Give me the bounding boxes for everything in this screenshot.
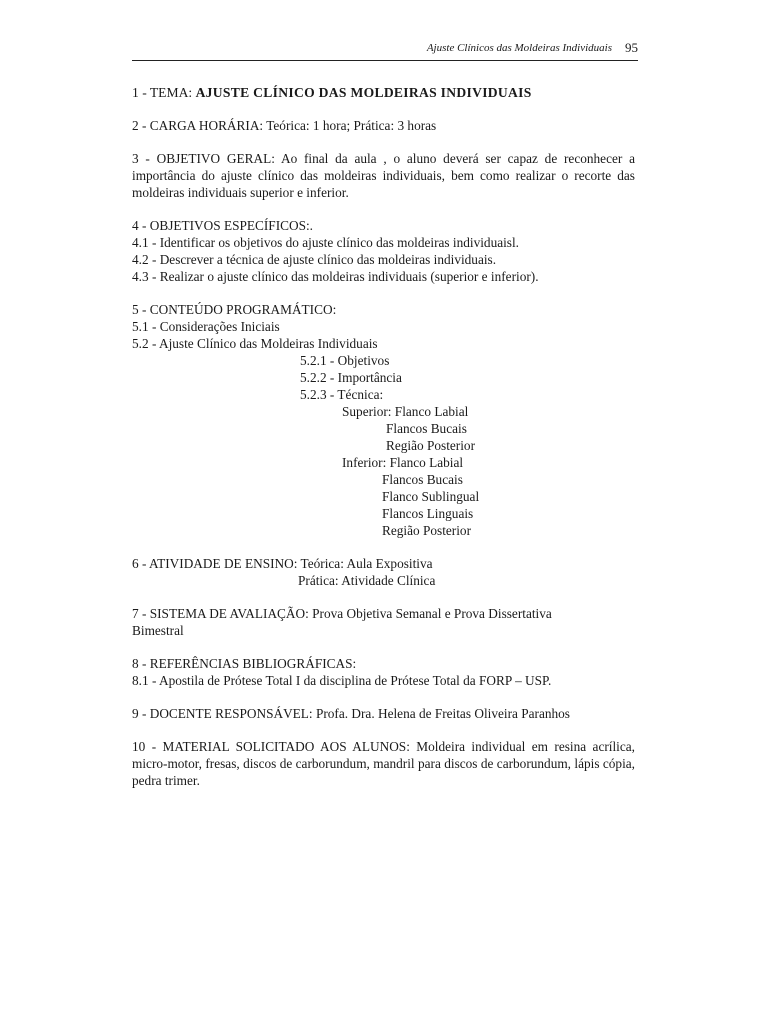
tema-title: AJUSTE CLÍNICO DAS MOLDEIRAS INDIVIDUAIS [195,85,532,100]
section-objetivo-geral [132,150,635,201]
superior-label: Superior: Flanco Labial [342,404,469,419]
page-number: 95 [625,40,638,55]
conteudo-item: 5.1 - Considerações Iniciais [132,319,280,334]
atividade-pratica: Prática: Atividade Clínica [298,573,436,588]
section-objetivos-especificos [132,217,635,285]
objetivo-item: 4.1 - Identificar os objetivos do ajuste clínico das moldeiras individuaisl. [132,235,520,250]
section-carga-horaria [132,117,635,134]
objetivo-item: 4.2 - Descrever a técnica de ajuste clínico das moldeiras individuais. [132,252,497,267]
header-title: Ajuste Clínicos das Moldeiras Individuais [426,42,612,54]
section-material [132,738,635,789]
referencias-heading: 8 - REFERÊNCIAS BIBLIOGRÁFICAS: [132,656,357,671]
page-header [132,38,638,61]
objetivo-geral-text: 3 - OBJETIVO GERAL: Ao final da aula , o aluno deverá ser capaz de reconhecer a importância do ajuste clínico das moldeiras individuais, bem como realizar o recorte das moldeiras individuais superior e inferior. [132,151,635,200]
conteudo-subitem: 5.2.2 - Importância [300,370,402,385]
tema-prefix: 1 - TEMA: [132,85,196,100]
superior-item: Flancos Bucais [386,421,467,436]
conteudo-item: 5.2 - Ajuste Clínico das Moldeiras Individuais [132,336,378,351]
inferior-item: Flancos Bucais [382,472,463,487]
inferior-item: Flanco Sublingual [382,489,480,504]
section-conteudo-programatico [132,301,635,539]
conteudo-subitem: 5.2.1 - Objetivos [300,353,390,368]
section-referencias [132,655,635,689]
material-text: 10 - MATERIAL SOLICITADO AOS ALUNOS: Moldeira individual em resina acrílica, micro-motor, fresas, discos de carborundum, mandril para discos de carborundum, lápis cópia, pedra trimer. [132,739,635,788]
objetivo-item: 4.3 - Realizar o ajuste clínico das moldeiras individuais (superior e inferior). [132,269,539,284]
document-body [132,84,635,805]
carga-horaria-text: 2 - CARGA HORÁRIA: Teórica: 1 hora; Prática: 3 horas [132,118,437,133]
inferior-item: Flancos Linguais [382,506,474,521]
section-tema [132,84,635,101]
section-docente [132,705,635,722]
referencia-item: 8.1 - Apostila de Prótese Total I da disciplina de Prótese Total da FORP – USP. [132,673,552,688]
sistema-avaliacao-text: 7 - SISTEMA DE AVALIAÇÃO: Prova Objetiva Semanal e Prova Dissertativa Bimestral [132,606,552,638]
inferior-label: Inferior: Flanco Labial [342,455,464,470]
section-sistema-avaliacao [132,605,635,639]
superior-item: Região Posterior [386,438,476,453]
objetivos-especificos-heading: 4 - OBJETIVOS ESPECÍFICOS:. [132,218,314,233]
conteudo-subitem: 5.2.3 - Técnica: [300,387,384,402]
atividade-teorica: 6 - ATIVIDADE DE ENSINO: Teórica: Aula Expositiva [132,556,433,571]
section-atividade-ensino [132,555,635,589]
inferior-item: Região Posterior [382,523,472,538]
conteudo-heading: 5 - CONTEÚDO PROGRAMÁTICO: [132,302,337,317]
docente-text: 9 - DOCENTE RESPONSÁVEL: Profa. Dra. Helena de Freitas Oliveira Paranhos [132,706,570,721]
